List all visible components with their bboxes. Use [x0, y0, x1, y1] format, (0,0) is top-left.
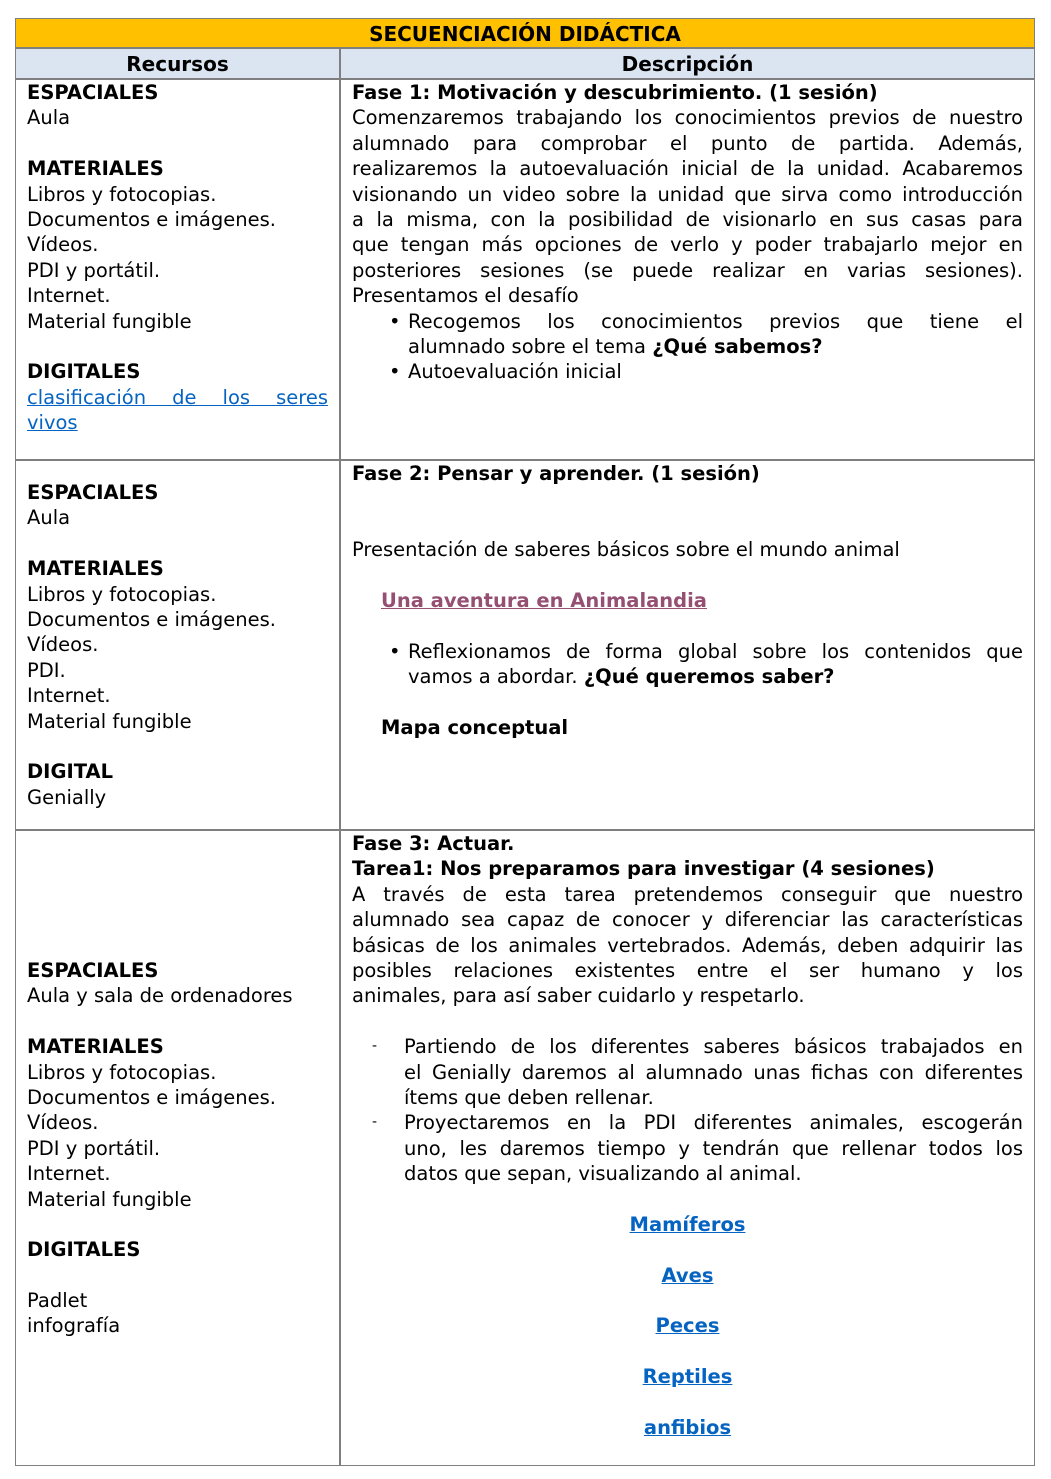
section-heading: MATERIALES	[27, 157, 164, 181]
resource-item: PDI y portátil.	[27, 1136, 161, 1160]
link-row[interactable]	[352, 1415, 1023, 1440]
task-heading: Tarea1: Nos preparamos para investigar (4 sesiones)	[352, 857, 935, 881]
list-item-text: vamos a abordar.	[408, 665, 584, 689]
section-heading: DIGITALES	[27, 360, 141, 384]
link-clasificacion-seres-vivos[interactable]	[27, 385, 328, 410]
link-anfibios[interactable]: anfibios	[643, 1415, 732, 1439]
row1-resources	[15, 79, 340, 460]
paragraph-line: A través de esta tarea pretendemos conseguir que nuestro	[352, 882, 1023, 906]
intro-text: Presentación de saberes básicos sobre el mundo animal	[352, 538, 900, 562]
bullet-icon: •	[389, 309, 401, 333]
link-row[interactable]	[352, 1313, 1023, 1338]
resource-item: Aula	[27, 506, 71, 530]
link-animalandia-row[interactable]	[352, 588, 1023, 613]
paragraph-line: básicas de los animales vertebrados. Además, deben adquirir las	[352, 933, 1023, 957]
resource-item: Aula y sala de ordenadores	[27, 984, 293, 1008]
paragraph-line: visionando un video sobre la unidad que sirva como introducción	[352, 182, 1023, 206]
list-item-cont	[352, 664, 1023, 689]
paragraph-line: animales, para así saber cuidarlo y respetarlo.	[352, 984, 805, 1008]
dash-item-text: Partiendo de los diferentes saberes básicos trabajados en	[404, 1035, 1023, 1059]
paragraph-line: Presentamos el desafío	[352, 284, 579, 308]
link-mamiferos[interactable]: Mamíferos	[629, 1212, 746, 1236]
link-clasificacion-seres-vivos-cont[interactable]	[27, 410, 328, 435]
section-heading: ESPACIALES	[27, 81, 159, 104]
link-aves[interactable]: Aves	[661, 1263, 714, 1287]
didactic-sequence-table	[15, 18, 1035, 1466]
section-heading: MATERIALES	[27, 1035, 164, 1059]
paragraph-line: realizaremos la autoevaluación inicial de la unidad. Acabaremos	[352, 157, 1023, 181]
dash-item-text: ítems que deben rellenar.	[404, 1085, 654, 1109]
resource-item: infografía	[27, 1314, 121, 1338]
row2-description	[340, 460, 1035, 830]
resource-item: Documentos e imágenes.	[27, 607, 276, 631]
resource-item: Libros y fotocopias.	[27, 1060, 217, 1084]
paragraph-line: que tengan más opciones de verlo y poder trabajarlo mejor en	[352, 233, 1023, 257]
link-row[interactable]	[352, 1364, 1023, 1389]
table-title: SECUENCIACIÓN DIDÁCTICA	[15, 18, 1035, 48]
list-item	[352, 309, 1023, 334]
phase-heading: Fase 3: Actuar.	[352, 832, 515, 855]
resource-item: Documentos e imágenes.	[27, 207, 276, 231]
resource-item: Aula	[27, 106, 71, 130]
section-heading: MATERIALES	[27, 557, 164, 581]
paragraph-line: posibles relaciones existentes entre el ser humano y los	[352, 958, 1023, 982]
link-text[interactable]: clasificación de los seres	[27, 385, 328, 409]
section-heading: ESPACIALES	[27, 481, 159, 504]
list-item	[352, 359, 1023, 384]
paragraph-line: a la misma, con la posibilidad de visionarlo en sus casas para	[352, 207, 1023, 231]
dash-item-text: datos que sepan, visualizando al animal.	[404, 1162, 802, 1186]
link-text[interactable]: vivos	[27, 411, 78, 435]
link-row[interactable]	[352, 1212, 1023, 1237]
list-item	[352, 639, 1023, 664]
header-recursos: Recursos	[15, 48, 340, 79]
list-item-text: alumnado sobre el tema	[408, 334, 653, 358]
dash-item-text: Proyectaremos en la PDI diferentes animales, escogerán	[404, 1111, 1023, 1135]
row3-description	[340, 830, 1035, 1466]
header-descripcion: Descripción	[340, 48, 1035, 79]
resource-item: Material fungible	[27, 1187, 192, 1211]
resource-item: Documentos e imágenes.	[27, 1085, 276, 1109]
mapa-conceptual: Mapa conceptual	[381, 715, 569, 739]
paragraph-line: Comenzaremos trabajando los conocimientos previos de nuestro	[352, 106, 1023, 130]
dash-bullet-icon: -	[372, 1038, 378, 1055]
dash-item	[352, 1034, 1023, 1059]
resource-item: Genially	[27, 785, 107, 809]
list-item-text: Autoevaluación inicial	[408, 360, 622, 384]
link-peces[interactable]: Peces	[655, 1314, 720, 1338]
dash-bullet-icon: -	[372, 1114, 378, 1131]
section-heading: DIGITAL	[27, 760, 114, 784]
section-heading: ESPACIALES	[27, 959, 159, 982]
resource-item: Vídeos.	[27, 633, 99, 657]
bullet-icon: •	[389, 639, 401, 663]
dash-item-text: uno, les daremos tiempo y tendrán que rellenar todos los	[404, 1136, 1023, 1160]
list-item-text: Recogemos los conocimientos previos que tiene el	[408, 309, 1023, 333]
section-heading: DIGITALES	[27, 1238, 141, 1262]
row2-resources	[15, 460, 340, 830]
dash-item	[352, 1110, 1023, 1135]
resource-item: Libros y fotocopias.	[27, 582, 217, 606]
resource-item: Internet.	[27, 1162, 111, 1186]
resource-item: Libros y fotocopias.	[27, 182, 217, 206]
resource-item: Internet.	[27, 284, 111, 308]
row1-description	[340, 79, 1035, 460]
phase-heading: Fase 2: Pensar y aprender. (1 sesión)	[352, 462, 760, 485]
list-item-text: Reflexionamos de forma global sobre los contenidos que	[408, 639, 1023, 663]
paragraph-line: posteriores sesiones (se puede realizar en varias sesiones).	[352, 258, 1023, 282]
link-animalandia[interactable]: Una aventura en Animalandia	[381, 588, 707, 612]
question-bold: ¿Qué sabemos?	[652, 334, 823, 358]
link-reptiles[interactable]: Reptiles	[642, 1365, 733, 1389]
row3-resources	[15, 830, 340, 1466]
resource-item: PDI.	[27, 658, 66, 682]
dash-item-text: el Genially daremos al alumnado unas fichas con diferentes	[404, 1060, 1023, 1084]
resource-item: Material fungible	[27, 709, 192, 733]
link-row[interactable]	[352, 1263, 1023, 1288]
paragraph-line: alumnado sea capaz de conocer y diferenciar las características	[352, 908, 1023, 932]
resource-item: PDI y portátil.	[27, 258, 161, 282]
resource-item: Padlet	[27, 1289, 88, 1313]
phase-heading: Fase 1: Motivación y descubrimiento. (1 sesión)	[352, 81, 878, 104]
bullet-icon: •	[389, 360, 401, 384]
list-item-cont	[352, 334, 1023, 359]
question-bold: ¿Qué queremos saber?	[583, 665, 835, 689]
resource-item: Internet.	[27, 684, 111, 708]
paragraph-line: alumnado para comprobar el punto de partida. Además,	[352, 131, 1023, 155]
resource-item: Vídeos.	[27, 233, 99, 257]
resource-item: Material fungible	[27, 309, 192, 333]
resource-item: Vídeos.	[27, 1111, 99, 1135]
